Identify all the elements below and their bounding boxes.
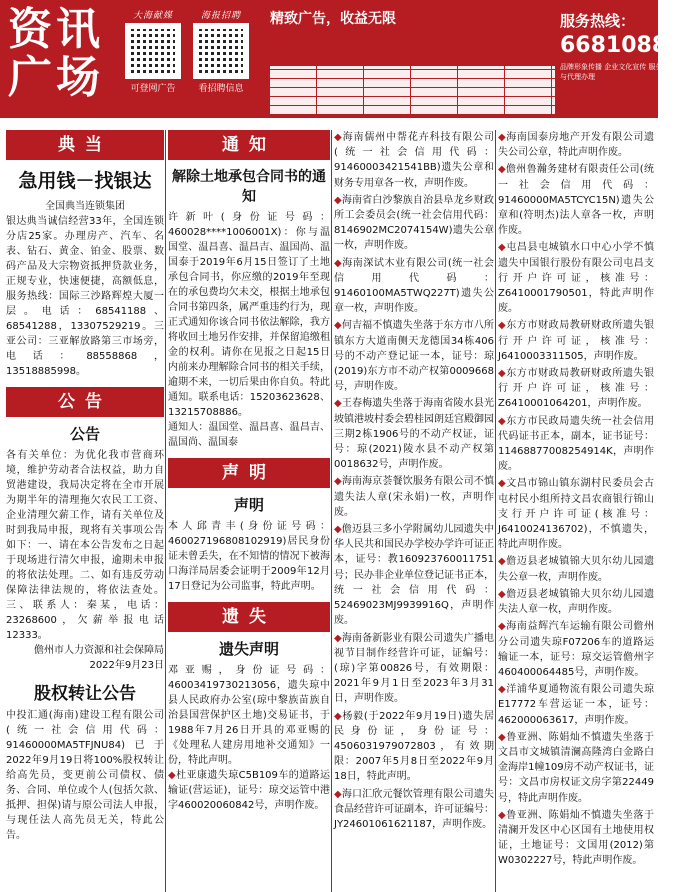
lost-notice-text: 海口汇欣元餐饮管理有限公司遗失食品经营许可证副本，许可证编号：JY24601061621187，声明作废。 [334,788,494,830]
bullet-icon: ◆ [334,398,342,410]
lost-title: 遗失声明 [218,640,279,658]
qr-caption: 可登网广告 [130,84,176,94]
qr-block-jobs[interactable] [190,8,252,94]
bullet-icon: ◆ [334,132,343,143]
qr-tag: 大海献媒 [132,11,173,21]
bullet-icon: ◆ [498,320,507,332]
lost-notice [334,318,494,394]
lost-notice-text: 何吉福不慎遗失坐落于东方市八所镇东方大道南侧天龙德国34栋406号的不动产登记证一本，证号：琼(2019)东方市不动产权第0009668号，声明作废。 [334,320,494,393]
equity-transfer-title: 股权转让公告 [34,684,136,704]
statement-body: 本人邱青丰(身份证号码：460027196808102919)居民身份证未曾丢失，在不知情的情况下被海口海洋局居委会证明于2009年12月17日登记为公司监事，特此声明。 [168,521,330,592]
hotline-subtitle: 品牌形象传播 企业文化宣传 服务咨询与代理办理 [560,63,677,81]
lost-notice [498,162,654,238]
lost-notice-text: 海南深试木业有限公司(统一社会信用代码：91460100MA5TWQ227T)遗失公章一枚，声明作废。 [334,257,494,315]
bullet-icon: ◆ [498,478,507,490]
lost-notice [498,130,654,160]
bullet-icon: ◆ [498,242,507,254]
statement-title: 声明 [233,496,264,514]
lost-notice [334,474,494,520]
lost-notice-text: 杜亚康遗失琼C5B109车的道路运输证(营运证)，证号：琼交运管中港字460020060842号，声明作废。 [168,770,330,812]
lost-notice-text: 海南省白沙黎族自治县阜龙乡财政所工会委员会(统一社会信用代码：8146902MC2074154W)遗失公章一枚，声明作废。 [334,194,494,252]
bullet-icon: ◆ [334,710,343,722]
lost-notice [498,318,654,364]
bullet-icon: ◆ [334,320,342,332]
bullet-icon: ◆ [498,164,506,176]
hotline-block [560,10,682,82]
lost-notice [334,130,494,191]
ad-subline: 全国典当连锁集团 [45,201,125,212]
lost-notice [498,476,654,552]
lost-notice [498,240,654,316]
bullet-icon: ◆ [334,788,342,800]
announcement-title: 公告 [69,425,100,443]
lost-notice [498,730,654,806]
lost-notice [334,522,494,628]
lost-notice [498,587,654,617]
section-banner-statement: 声明 [168,458,330,488]
lost-notice [334,193,494,254]
lost-notice [498,554,654,584]
column-2 [168,130,330,892]
notice-body: 许新叶(身份证号码：460028****1006001X)：你与温国堂、温昌喜、温昌吉、温国尚、温国泰于2019年6月15日签订了土地承包合同书，你应缴的2019年至现在的承包费均欠未交，根据土地承包合同书第四条，属严重违约行为，现正式通知你该合同书依法解除，我方将收回土地另作安排，并保留追缴租金的权利。请你在见报之日起15日内前来办理解除合同书的相关手续，逾期不来，一切后果由你自负。特此通知。联系电话：15203623628、13215708886。 [168,212,330,418]
lost-notice [498,414,654,475]
lost-notice-text: 鲁亚洲、陈娟灿不慎遗失坐落于文昌市文城镇清澜高隆湾白金路白金海岸1幢109房不动产权证书，证号：文昌市房权证文房字第22449号，特此声明作废。 [498,731,655,804]
lost-notice-text: 杨毅(于2022年9月19日)遗失居民身份证，身份证号：4506031979072803，有效期限：2007年5月8日至2022年9月18日，特此声明。 [334,710,494,783]
column-3 [334,130,494,892]
bullet-icon: ◆ [498,368,507,380]
bullet-icon: ◆ [168,770,177,781]
bullet-icon: ◆ [498,621,507,633]
masthead-line-2: 广场 [8,52,104,103]
header-slogan: 精致广告，收益无限 [270,11,396,27]
lost-notice [498,682,654,728]
ad-body: 银达典当诚信经营33年，全国连锁分店25家。办理房产、汽车、名表、钻石、黄金、铂金、股票、数码产品及大宗物资抵押贷款业务，正规专业，快速便捷，高额低息，服务热线：国际三沙路辉煌大厦一层。电话：68541188、68541288，13307529219。三亚公司：三亚解放路第三市场旁，电话：88558868，13518885998。 [6,216,164,377]
lost-notice-text: 海南备新影业有限公司遗失广播电视节目制作经营许可证，证编号：(琼)字第00826号，有效期限：2021年9月1日至2023年3月31日，声明作废。 [334,632,494,705]
qr-code-icon[interactable] [193,23,249,79]
qr-caption: 看招聘信息 [198,84,244,94]
column-divider [331,130,332,892]
lost-notice [498,366,654,412]
bullet-icon: ◆ [498,731,507,743]
lost-notice-text: 儋迈县老城镇锦大贝尔幼儿园遗失法人章一枚，声明作废。 [498,588,655,616]
lost-notice-text: 海南国泰房地产开发有限公司遗失公司公章，特此声明作废。 [498,132,655,159]
hotline-number[interactable]: 66810888 [560,33,682,58]
qr-block-ads[interactable] [122,8,184,94]
hotline-title: 服务热线： [560,12,636,30]
price-table [270,66,555,114]
column-divider [165,130,166,892]
section-banner-announcement: 公告 [6,387,164,417]
lost-notice [168,768,330,814]
qr-code-icon[interactable] [125,23,181,79]
page-header [0,0,682,118]
bullet-icon: ◆ [498,684,507,696]
bullet-icon: ◆ [498,132,507,143]
lost-notice-text: 洋浦华夏通物流有限公司遗失琼E17772车营运证一本，证号：462000063617，声明作废。 [498,684,655,726]
bullet-icon: ◆ [334,257,343,269]
lost-notice-text: 海南益辉汽车运输有限公司儋州分公司遗失琼F07206车的道路运输证一本，证号：琼交运管儋州字460400064485号，声明作废。 [498,621,655,678]
lost-notice [498,619,654,680]
bullet-icon: ◆ [334,194,342,206]
masthead-title [8,6,104,102]
masthead-line-1: 资讯 [8,4,104,55]
section-banner-pawn: 典当 [6,130,164,160]
lost-notice [334,787,494,833]
lost-notice-text: 儋迈县老城镇锦大贝尔幼儿园遗失公章一枚，声明作废。 [498,556,655,583]
bullet-icon: ◆ [498,556,507,568]
lost-notice-text: 海南海京荟餐饮服务有限公司不慎遗失法人章(宋永娟)一枚，声明作废。 [334,476,494,518]
ad-headline: 急用钱－找银达 [18,170,152,192]
bullet-icon: ◆ [498,588,507,600]
equity-transfer-body: 中投汇通(海南)建设工程有限公司(统一社会信用代码：91460000MA5TFJNU84)已于2022年9月19日将100%股权转让给高先员，变更前公司债权、债务、合同、单位或个人(包括欠款、抵押、担保)请与原公司法人申报，与现任法人高先员无关，特此公告。 [6,710,164,841]
lost-notice-text: 东方市财政局教研财政所遗失银行开户许可证，核准号：J6410003311505，声明作废。 [498,320,655,362]
lost-notice-text: 鲁亚洲、陈娟灿不慎遗失坐落于清澜开发区中心区国有土地使用权证，土地证号：文国用(2012)第W0302227号，特此声明作废。 [498,809,655,867]
bullet-icon: ◆ [334,632,342,644]
lost-notice-text: 东方市财政局教研财政所遗失银行开户许可证，核准号：Z6410001064201，声明作废。 [498,368,655,410]
lost-notice-text: 海南儒州中帮花卉科技有限公司(统一社会信用代码：91460003421541BB)遗失公章和财务专用章各一枚，声明作废。 [334,132,494,189]
lost-notice-text: 儋州鲁瀚务建材有限责任公司(统一社会信用代码：91460000MA5TCYC15N)遗失公章和(符明杰)法人章各一枚，声明作废。 [498,164,654,237]
column-1 [6,130,164,892]
bullet-icon: ◆ [498,809,507,821]
notice-headline: 解除土地承包合同书的通知 [172,169,326,205]
lost-notice-text: 儋迈县三多小学附属幼儿园遗失中华人民共和国民办学校办学许可证正本，证号：教160923760011751号；民办非企业单位登记证书正本，统一社会信用代码：52469023MJ9939916Q，声明作废。 [334,524,494,627]
announcement-body: 各有关单位：为优化我市营商环境，维护劳动者合法权益，助力自贸港建设，我局决定将在全市开展为期半年的清理拖欠农民工工资、企业清理欠薪工作，请有关单位及时到我局申报，现将有关事项公告如下：一、请在本公告发布之日起于现场进行清欠申报，逾期未申报的将依法处理。二、如有违反劳动保障法律法规的，将依法查处。三、联系人：秦某，电话：23268600，欠薪举报电话12333。 [6,450,164,641]
lost-notice [334,256,494,317]
lost-notice [498,808,654,869]
lost-notice-text: 屯昌县屯城镇水口中心小学不慎遗失中国银行股份有限公司屯昌支行开户许可证，核准号：Z6410001790501，特此声明作废。 [498,242,655,315]
section-banner-notice: 通知 [168,130,330,160]
bullet-icon: ◆ [334,476,342,488]
lost-notice-text: 文昌市锦山镇东湖村民委员会古屯村民小组所持文昌农商银行锦山支行开户许可证(核准号：J6410024136702)，不慎遗失，特此声明作废。 [498,478,655,551]
notice-signature: 通知人：温国堂、温昌喜、温昌吉、温国尚、温国泰 [168,422,330,448]
lost-notice [334,396,494,472]
lost-notice-text: 王春梅遗失坐落于海南省陵水县光坡镇港坡村委会碧桂园朗廷宫殿御园三期2栋1906号的不动产权证，证号：琼(2021)陵水县不动产权第0018632号，声明作废。 [334,398,494,471]
bullet-icon: ◆ [498,415,507,427]
qr-tag: 海报招聘 [200,11,241,21]
column-divider [495,130,496,892]
announcement-signature: 儋州市人力资源和社会保障局 2022年9月23日 [34,645,164,671]
column-4 [498,130,654,892]
section-banner-lost: 遗失 [168,602,330,632]
lost-notice [334,631,494,707]
lost-notice [334,709,494,785]
lost-body: 邓亚赐，身份证号码：46003419730213056，遗失琼中县人民政府办公室(琼中黎族苗族自治县国营保护区土地)交易证书，于1988年7月26日开具的邓亚赐的《处理私人建房用地补交通知》一份，特此声明。 [168,665,330,766]
lost-notice-text: 东方市民政局遗失统一社会信用代码证书正本，副本，证书证号：11468877008254914K，声明作废。 [498,415,655,473]
bullet-icon: ◆ [334,524,342,536]
